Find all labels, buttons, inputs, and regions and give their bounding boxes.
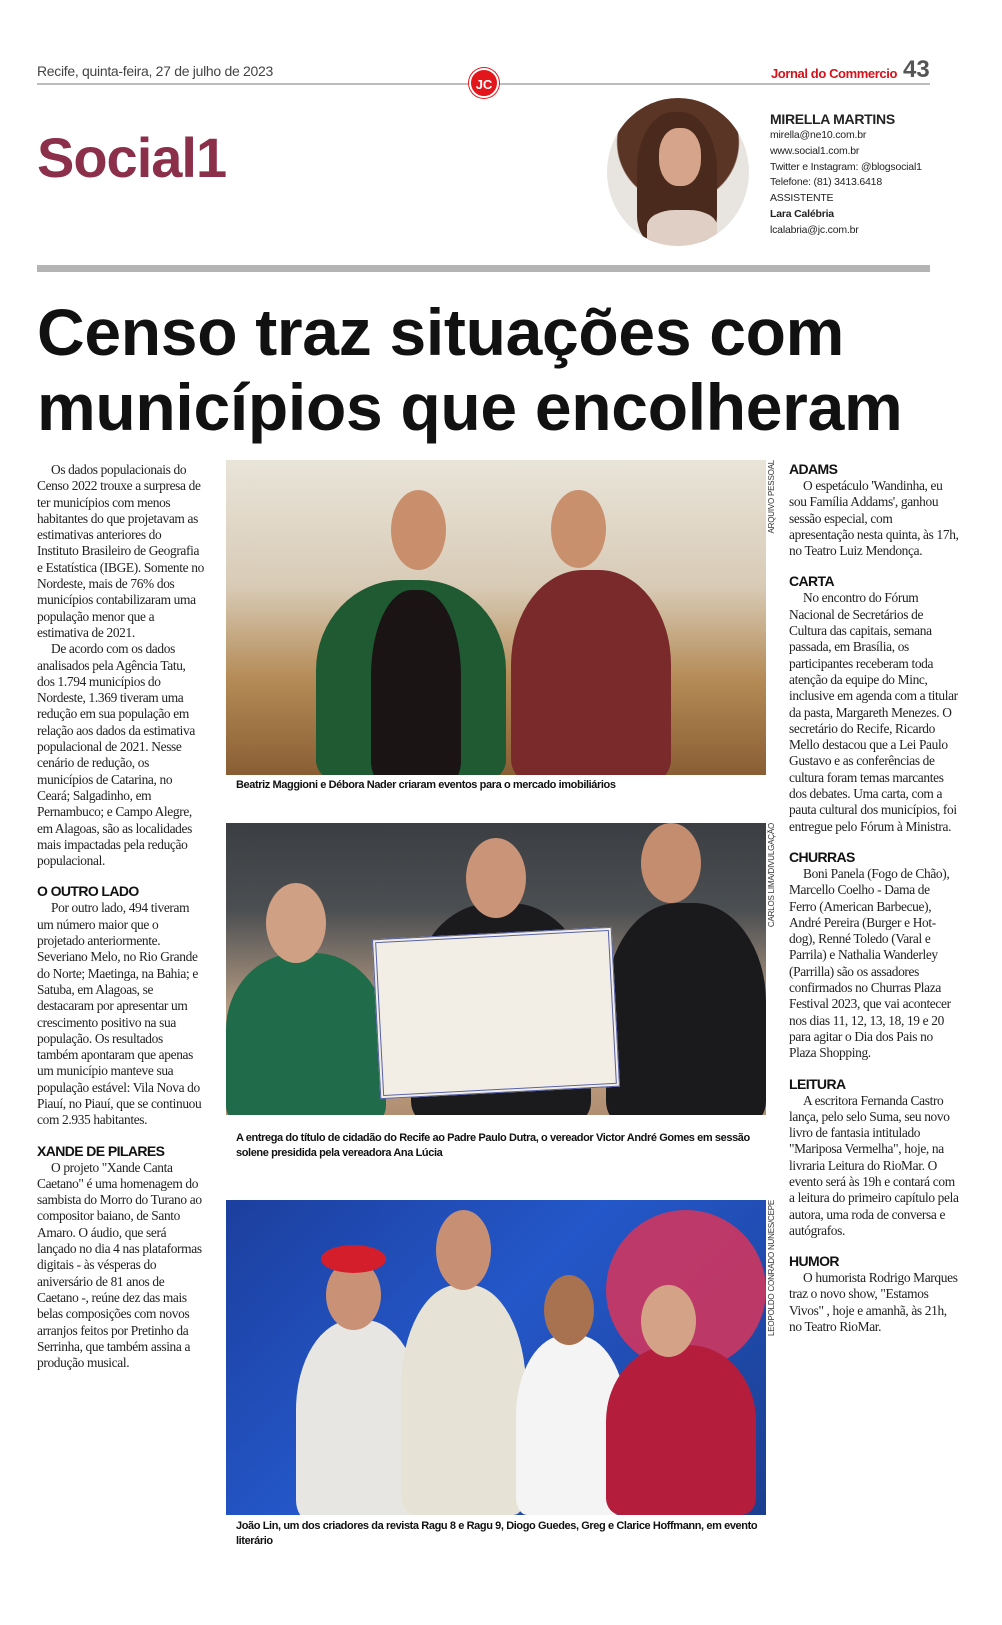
assistant-name: Lara Calébria (770, 207, 834, 220)
paper-name: Jornal do Commercio (770, 66, 897, 81)
article-paragraph: O projeto "Xande Canta Caetano" é uma homenagem do sambista do Morro do Turano ao compositor baiano, de Santo Amaro. O áudio, que será lançado no dia 4 nas plataformas digitais - às vésperas do aniversário de 81 anos de Caetano -, reúne dez das mais belas composições com novos arranjos feitos por Pretinho da Serrinha, que também assina a produção musical. (37, 1159, 202, 1371)
note-text: No encontro do Fórum Nacional de Secretários de Cultura das capitais, semana passada, em Brasília, os participantes receberam toda atenção da equipe do Minc, inclusive em agenda com a titular da pasta, Margareth Menezes. O secretário do Recife, Ricardo Mello destacou que a Lei Paulo Gustavo e as conferências de cultura foram temas marcantes dos debates. Uma carta, com a pauta cultural dos municípios, foi entregue pelo Fórum à Ministra. (789, 590, 958, 834)
note-text: A escritora Fernanda Castro lança, pelo selo Suma, seu novo livro de fantasia intitulado "Mariposa Vermelha", hoje, na livraria Leitura do RioMar. O evento será às 19h e contará com a leitura do primeiro capítulo pela autora, uma roda de conversa e autógrafos. (789, 1092, 959, 1238)
columnist-name: MIRELLA MARTINS (770, 111, 895, 127)
note-title: CHURRAS (789, 848, 855, 865)
notes-column (789, 461, 959, 1335)
assistant-email: lcalabria@jc.com.br (770, 223, 859, 236)
jc-logo: JC (469, 68, 499, 98)
photo-event-women (226, 460, 766, 775)
columnist-site: www.social1.com.br (770, 144, 860, 157)
assistant-label: ASSISTENTE (770, 192, 834, 205)
columnist-email: mirella@ne10.com.br (770, 129, 867, 141)
note-title: ADAMS (789, 461, 838, 477)
photo-credit: ARQUIVO PESSOAL (767, 460, 776, 534)
note-text: Boni Panela (Fogo de Chão), Marcello Coelho - Dama de Ferro (American Barbecue), André Pereira (Burger e Hot-dog), Renné Toledo (Varal e Parrila) e Nathalia Wanderley (Parrilla) são os assadores confirmados no Churras Plaza Festival 2023, que vai acontecer nos dias 11, 12, 13, 18, 19 e 20 para agitar o Dia dos Pais no Plaza Shopping. (789, 865, 951, 1061)
note-text: O humorista Rodrigo Marques traz o novo show, "Estamos Vivos" , hoje e amanhã, às 21h, no Teatro RioMar. (789, 1270, 958, 1335)
article-paragraph: De acordo com os dados analisados pela Agência Tatu, dos 1.794 municípios do Nordeste, 1.369 tiveram uma redução em sua população em relação aos dados da estimativa populacional de 2021. Nesse cenário de redução, os municípios de Catarina, no Ceará; Salgadinho, em Pernambuco; e Campo Alegre, em Alagoas, são as localidades mais impactadas pela redução populacional. (37, 641, 195, 869)
photo-caption: Beatriz Maggioni e Débora Nader criaram eventos para o mercado imobiliários (236, 779, 616, 791)
columnist-phone: Telefone: (81) 3413.6418 (770, 176, 882, 189)
page-number: 43 (903, 56, 930, 83)
section-title: Social1 (37, 126, 227, 189)
photo-literary-event (226, 1200, 766, 1515)
photo-credit: LEOPOLDO CONRADO NUNES/CEPE (767, 1200, 776, 1336)
columnist-info (770, 110, 922, 239)
photo-caption: João Lin, um dos criadores da revista Ragu 8 e Ragu 9, Diogo Guedes, Greg e Clarice Hoffmann, em evento literário (236, 1520, 758, 1547)
columnist-social: Twitter e Instagram: @blogsocial1 (770, 160, 922, 173)
article-paragraph: Por outro lado, 494 tiveram um número maior que o projetado anteriormente. Severiano Melo, no Rio Grande do Norte; Maetinga, na Bahia; e Satuba, em Alagoas, se destacaram por apresentar um crescimento positivo na sua população. Os resultados também apontaram que apenas um município manteve sua população estável: Vila Nova do Piauí, no Piauí, que se continuou com 2.935 habitantes. (37, 900, 202, 1128)
dateline: Recife, quinta-feira, 27 de julho de 2023 (37, 63, 273, 79)
photo-caption: A entrega do título de cidadão do Recife ao Padre Paulo Dutra, o vereador Victor André Gomes em sessão solene presidida pela vereadora Ana Lúcia (236, 1132, 750, 1159)
main-article (37, 462, 205, 1371)
note-title: HUMOR (789, 1253, 839, 1270)
subheading: O OUTRO LADO (37, 883, 139, 900)
subheading: XANDE DE PILARES (37, 1142, 165, 1159)
photo-title-ceremony (226, 823, 766, 1115)
headline: Censo traz situações com municípios que encolheram (37, 295, 903, 444)
columnist-photo (607, 98, 749, 246)
photo-credit: CARLOS LIMA/DIVULGAÇÃO (767, 823, 776, 928)
note-title: LEITURA (789, 1075, 846, 1092)
section-rule (37, 265, 930, 272)
note-title: CARTA (789, 573, 834, 590)
note-text: O espetáculo 'Wandinha, eu sou Família Addams', ganhou sessão especial, com apresentação nesta quinta, às 17h, no Teatro Luiz Mendonça. (789, 478, 959, 559)
article-paragraph: Os dados populacionais do Censo 2022 trouxe a surpresa de ter municípios com menos habitantes do que projetavam as estimativas anteriores do Instituto Brasileiro de Geografia e Estatística (IBGE). Somente no Nordeste, mais de 76% dos municípios contabilizaram uma população menor que a estimativa de 2021. (37, 462, 204, 640)
